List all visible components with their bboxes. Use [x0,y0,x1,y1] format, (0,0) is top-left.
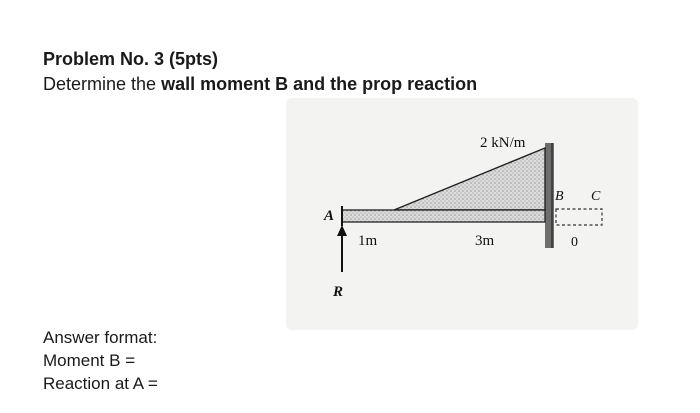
instruction-prefix: Determine the [43,74,162,94]
load-label: 2 kN/m [480,135,526,151]
deflection-label: 0 [571,235,578,250]
reaction-a-label: Reaction at A = [43,374,158,393]
label-r: R [333,284,344,300]
distributed-load [394,148,545,210]
answer-format [43,326,158,395]
answer-format-label: Answer format: [43,328,158,347]
span-2-label: 3m [475,233,495,249]
reaction-arrow-head [337,225,347,236]
beam-diagram [286,98,638,330]
problem-instruction [43,73,477,95]
label-c: C [591,189,601,204]
moment-b-label: Moment B = [43,351,136,370]
label-a: A [324,208,335,224]
instruction-bold: wall moment B and the prop reaction [161,74,478,94]
beam-figure [286,98,638,330]
problem-heading: Problem No. 3 (5pts) [43,49,219,69]
span-1-label: 1m [358,233,378,249]
beam [342,210,545,222]
deflected-segment-bc [556,209,602,225]
label-b: B [555,189,564,204]
